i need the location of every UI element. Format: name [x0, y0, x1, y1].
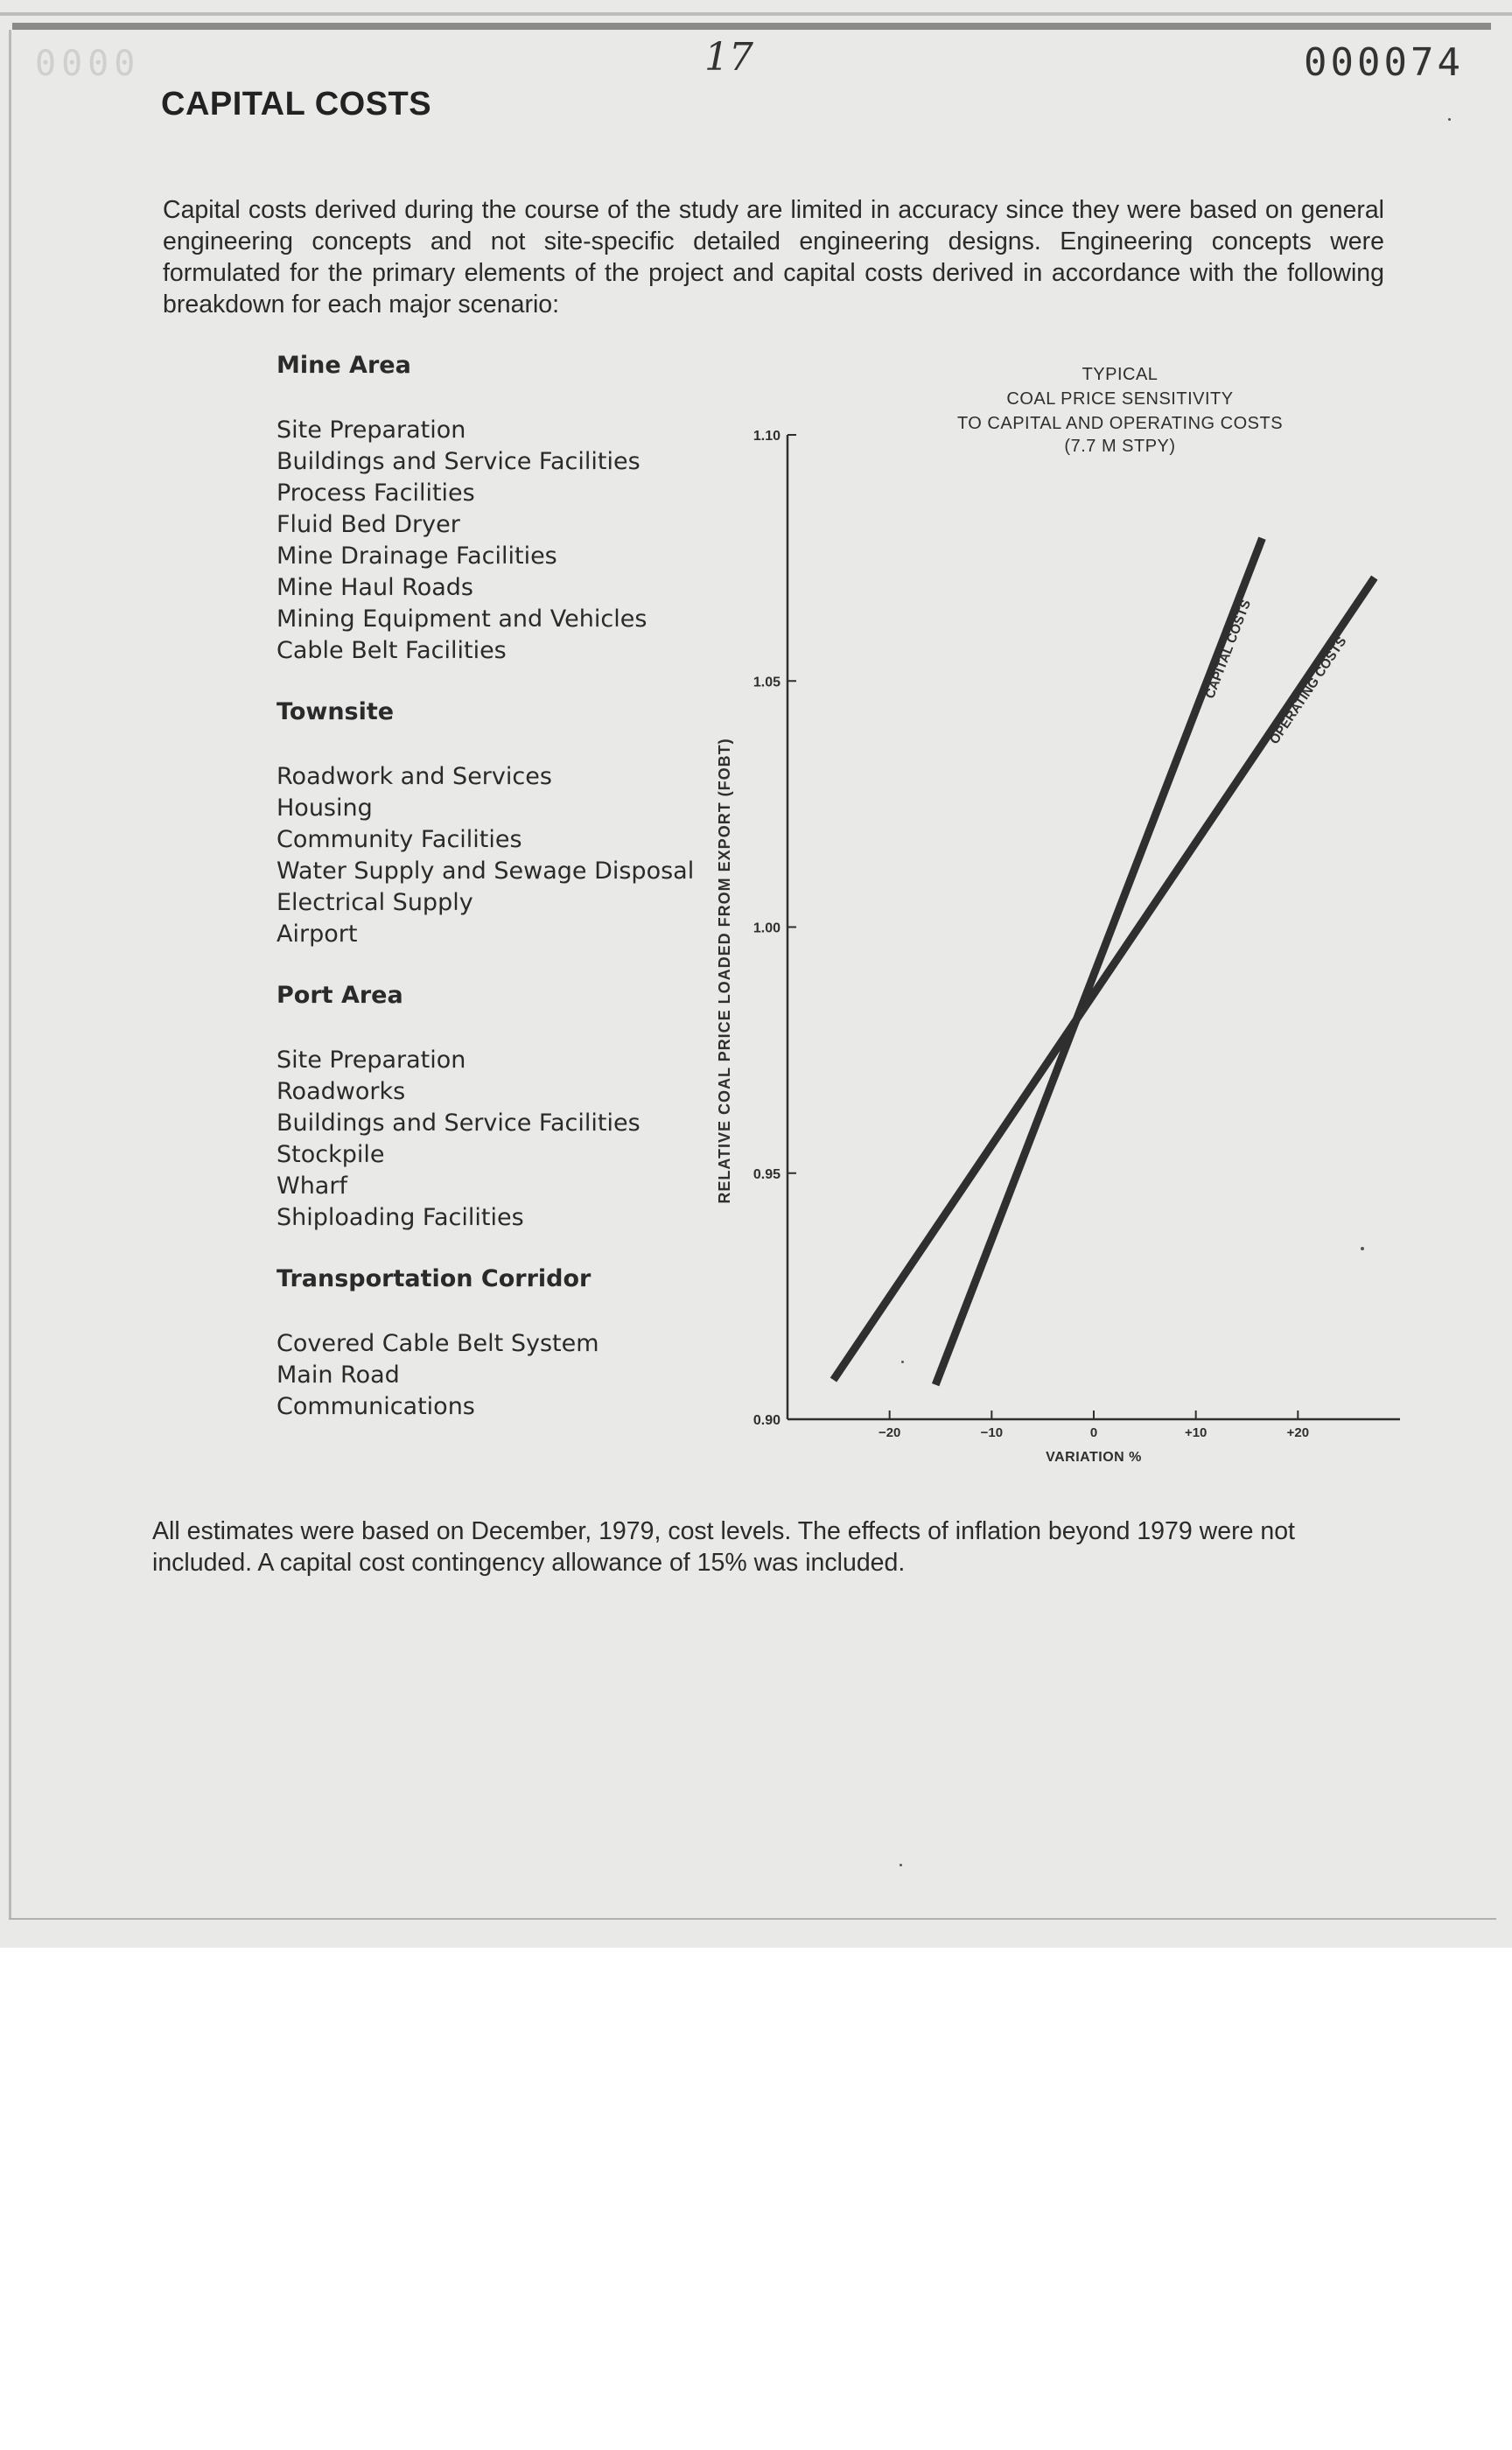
list-item: Site Preparation — [276, 416, 466, 444]
x-tick-label: −20 — [878, 1425, 901, 1440]
list-item: Covered Cable Belt System — [276, 1330, 599, 1357]
sensitivity-chart — [700, 350, 1418, 1479]
left-border-rule — [9, 30, 11, 1920]
scan-speck — [901, 1361, 904, 1363]
x-tick-label: +20 — [1286, 1425, 1310, 1440]
document-id-stamp: 000074 — [1304, 40, 1464, 85]
section-title: Port Area — [276, 982, 403, 1009]
list-item: Electrical Supply — [276, 889, 473, 916]
list-item: Cable Belt Facilities — [276, 637, 507, 664]
list-item: Buildings and Service Facilities — [276, 448, 640, 475]
list-item: Process Facilities — [276, 480, 475, 507]
list-item: Mine Haul Roads — [276, 574, 473, 601]
bottom-border-rule — [9, 1918, 1496, 1920]
intro-paragraph: Capital costs derived during the course of the study are limited in accuracy since they were based on general engineering concepts and not site-specific detailed engineering designs. Engineering concepts were formulated for the primary elements of the project and capital costs derived in accordance with the following breakdown for each major scenario: — [163, 196, 1384, 318]
y-axis-label: RELATIVE COAL PRICE LOADED FROM EXPORT (FOBT) — [716, 738, 733, 1204]
list-item: Mine Drainage Facilities — [276, 542, 557, 570]
y-tick-label: 1.00 — [752, 920, 780, 936]
y-tick-label: 1.05 — [752, 675, 780, 690]
page-heading: CAPITAL COSTS — [161, 86, 432, 122]
list-item: Communications — [276, 1393, 475, 1420]
list-item: Airport — [276, 920, 358, 948]
breakdown-section-port-area — [276, 980, 714, 1234]
breakdown-section-transportation-corridor — [276, 1264, 714, 1423]
scan-speck — [1361, 1247, 1364, 1250]
closing-paragraph: All estimates were based on December, 1979, cost levels. The effects of inflation beyond 1979 were not included. A capital cost contingency allowance of 15% was included. — [152, 1517, 1295, 1577]
faded-stamp: 0000 — [35, 44, 141, 84]
scan-speck — [1448, 118, 1451, 121]
series-line — [834, 578, 1375, 1380]
y-tick-label: 0.95 — [752, 1166, 780, 1182]
section-title: Transportation Corridor — [276, 1265, 592, 1292]
list-item: Stockpile — [276, 1141, 385, 1168]
list-item: Shiploading Facilities — [276, 1204, 524, 1231]
list-item: Roadworks — [276, 1078, 406, 1105]
list-item: Wharf — [276, 1172, 347, 1200]
section-title: Mine Area — [276, 352, 411, 379]
list-item: Mining Equipment and Vehicles — [276, 606, 648, 633]
chart-title-line: TYPICAL — [1082, 365, 1158, 384]
sensitivity-chart-svg — [700, 350, 1418, 1479]
list-item: Roadwork and Services — [276, 763, 552, 790]
series-label: OPERATING COSTS — [1266, 634, 1350, 747]
series-label: CAPITAL COSTS — [1202, 598, 1255, 701]
breakdown-section-mine-area — [276, 350, 714, 667]
x-tick-label: −10 — [980, 1425, 1004, 1440]
list-item: Main Road — [276, 1362, 400, 1389]
x-tick-label: 0 — [1089, 1425, 1098, 1440]
series-line — [935, 538, 1262, 1385]
list-item: Fluid Bed Dryer — [276, 511, 460, 538]
y-tick-label: 0.90 — [752, 1413, 780, 1428]
list-item: Site Preparation — [276, 1046, 466, 1074]
x-axis-label: VARIATION % — [1046, 1450, 1142, 1465]
cost-breakdown-list — [276, 350, 714, 1452]
list-item: Buildings and Service Facilities — [276, 1110, 640, 1137]
scan-speck — [900, 1864, 902, 1866]
chart-title-line: (7.7 M STPY) — [1064, 437, 1176, 456]
chart-title-line: COAL PRICE SENSITIVITY — [1006, 389, 1234, 409]
handwritten-page-number: 17 — [704, 35, 753, 80]
section-title: Townsite — [276, 698, 395, 725]
x-tick-label: +10 — [1184, 1425, 1208, 1440]
top-border-rule — [12, 23, 1491, 30]
breakdown-section-townsite — [276, 696, 714, 950]
list-item: Community Facilities — [276, 826, 522, 853]
y-tick-label: 1.10 — [752, 429, 780, 444]
chart-title-line: TO CAPITAL AND OPERATING COSTS — [956, 414, 1284, 433]
list-item: Housing — [276, 794, 373, 822]
top-scan-edge — [0, 12, 1512, 16]
list-item: Water Supply and Sewage Disposal — [276, 858, 695, 885]
